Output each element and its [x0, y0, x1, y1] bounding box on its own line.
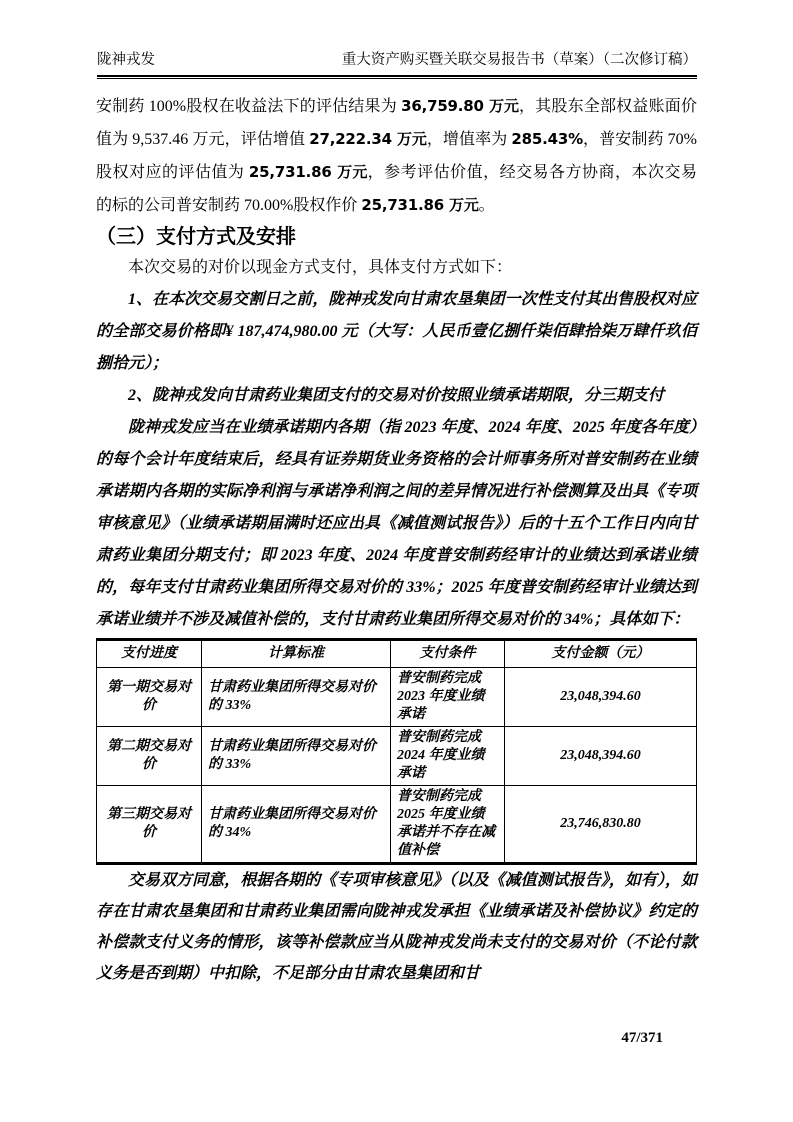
paragraph-installment-detail: 陇神戎发应当在业绩承诺期内各期（指 2023 年度、2024 年度、2025 年度各年度）的每个会计年度结束后，经具有证券期货业务资格的会计师事务所对普安制药在业绩承诺期内各期的实际净利润与承诺净利润之间的差异情况进行补偿测算及出具《专项审核意见》（业绩承诺期届满时还应出具《减值测试报告》）后的十五个工作日内向甘肃药业集团分期支付；即 2023 年度、2024 年度普安制药经审计的业绩达到承诺业绩的，每年支付甘肃药业集团所得交易对价的 33%；2025 年度普安制药经审计业绩达到承诺业绩并不涉及减值补偿的，支付甘肃药业集团所得交易对价的 34%；具体如下：: [96, 419, 697, 628]
page-header: [97, 50, 697, 77]
table-cell: 甘肃药业集团所得交易对价的 34%: [202, 786, 391, 864]
paragraph-compensation-deduction: 交易双方同意，根据各期的《专项审核意见》（以及《减值测试报告》，如有），如存在甘肃农垦集团和甘肃药业集团需向陇神戎发承担《业绩承诺及补偿协议》约定的补偿款支付义务的情形，该等补偿款应当从陇神戎发尚未支付的交易对价（不论付款义务是否到期）中扣除，不足部分由甘肃农垦集团和甘: [96, 872, 697, 982]
paragraph-valuation-result: [96, 90, 697, 222]
table-cell: 第二期交易对价: [97, 727, 202, 786]
text-run: ，增值率为: [426, 131, 512, 148]
header-company-name: 陇神戎发: [97, 52, 155, 68]
document-body: [96, 90, 697, 989]
table-header-progress: 支付进度: [97, 640, 202, 668]
table-cell: 普安制药完成 2025 年度业绩承诺并不存在减值补偿: [391, 786, 505, 864]
paragraph-payment-item-1: 1、在本次交易交割日之前，陇神戎发向甘肃农垦集团一次性支付其出售股权对应的全部交易价格即¥ 187,474,980.00 元（大写：人民币壹亿捌仟柒佰肆拾柒万肆仟玖佰捌拾元）；: [96, 291, 697, 372]
text-run: ，其股东全部权益账面价值为 9,537.46 万元，评估增值: [96, 98, 697, 148]
text-run: 。: [478, 197, 495, 214]
text-run: 25,731.86 万元: [361, 196, 479, 214]
paragraph-payment-intro: 本次交易的对价以现金方式支付，具体支付方式如下：: [128, 259, 513, 276]
header-report-title: 重大资产购买暨关联交易报告书（草案）（二次修订稿）: [341, 52, 697, 68]
table-cell: 23,048,394.60: [505, 668, 697, 727]
table-header-condition: 支付条件: [391, 640, 505, 668]
text-run: 285.43%: [511, 130, 583, 148]
text-run: 25,731.86 万元: [248, 163, 368, 181]
text-run: 36,759.80 万元: [401, 97, 519, 115]
table-cell: 普安制药完成 2024 年度业绩承诺: [391, 727, 505, 786]
paragraph-payment-item-2: 2、陇神戎发向甘肃药业集团支付的交易对价按照业绩承诺期限，分三期支付: [128, 387, 665, 404]
section-heading-payment-method: （三）支付方式及安排: [96, 226, 296, 248]
text-run: ，普安制药 70%股权对应的评估值为: [96, 131, 697, 181]
text-run: 安制药 100%股权在收益法下的评估结果为: [96, 98, 402, 115]
text-run: ，参考评估价值，经交易各方协商，本次交易的标的公司普安制药 70.00%股权作价: [96, 164, 697, 214]
table-cell: 23,048,394.60: [505, 727, 697, 786]
text-run: 27,222.34 万元: [309, 130, 427, 148]
table-header-standard: 计算标准: [202, 640, 391, 668]
table-row: [97, 786, 697, 864]
table-cell: 甘肃药业集团所得交易对价的 33%: [202, 727, 391, 786]
table-cell: 第一期交易对价: [97, 668, 202, 727]
table-cell: 甘肃药业集团所得交易对价的 33%: [202, 668, 391, 727]
table-header-amount: 支付金额（元）: [505, 640, 697, 668]
table-cell: 第三期交易对价: [97, 786, 202, 864]
table-cell: 普安制药完成 2023 年度业绩承诺: [391, 668, 505, 727]
table-header-row: [97, 640, 697, 668]
page-number: 47/371: [621, 1030, 663, 1046]
payment-schedule-table: [96, 638, 697, 865]
table-cell: 23,746,830.80: [505, 786, 697, 864]
table-row: [97, 727, 697, 786]
table-row: [97, 668, 697, 727]
